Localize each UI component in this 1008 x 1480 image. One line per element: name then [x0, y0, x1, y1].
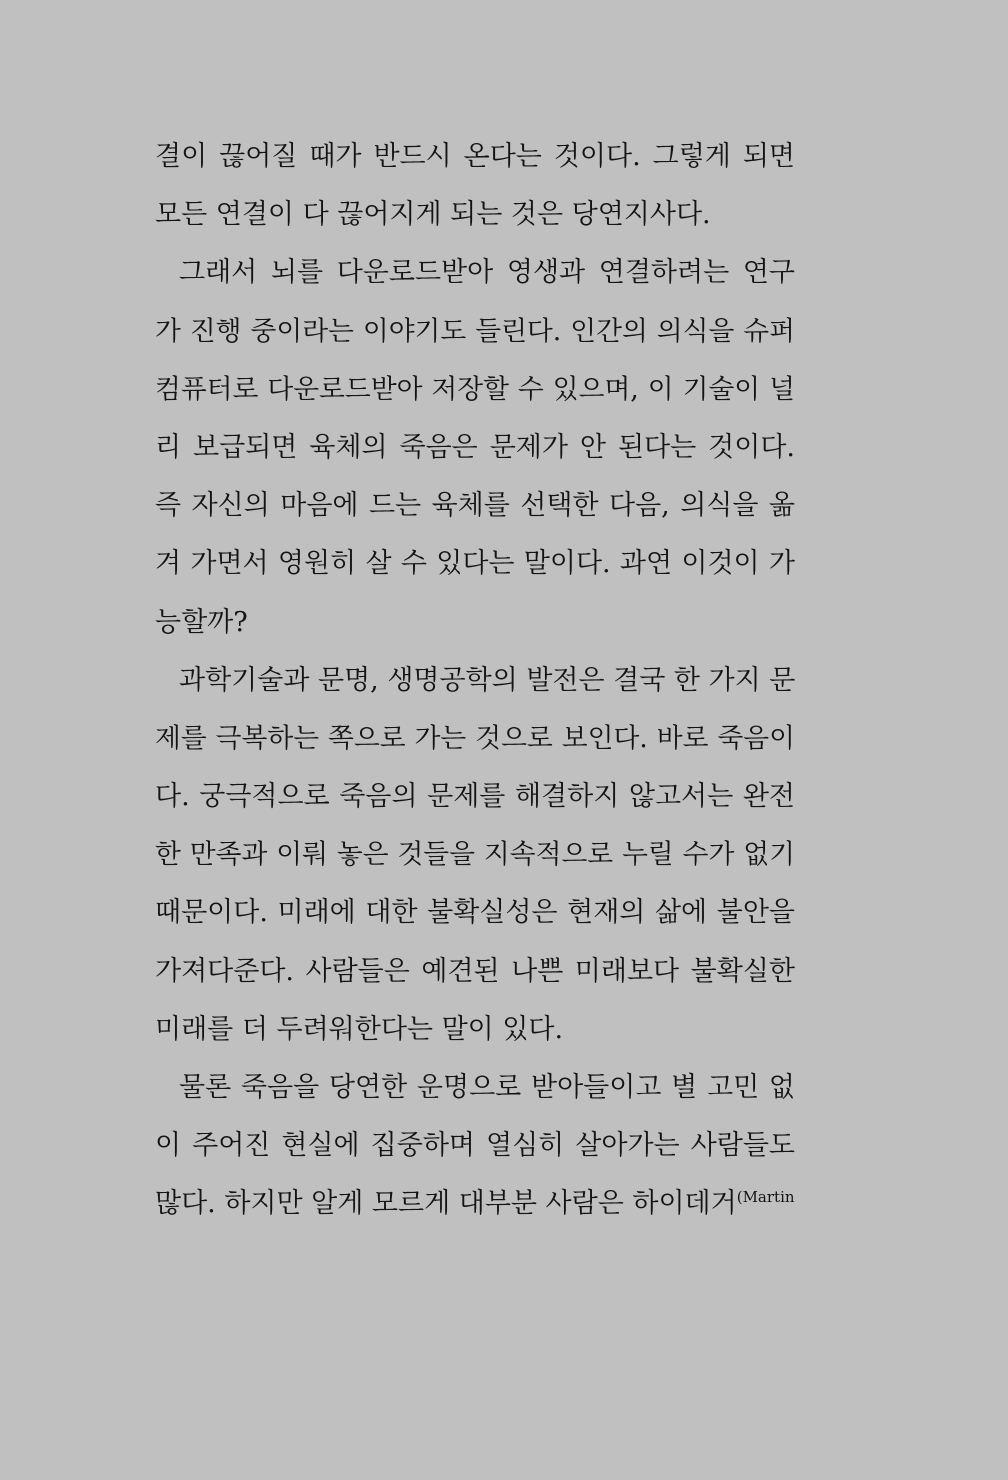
page-body [155, 128, 795, 1234]
text-line-4: 가 진행 중이라는 이야기도 들린다. 인간의 의식을 슈퍼 [155, 315, 795, 347]
text-line-3: 그래서 뇌를 다운로드받아 영생과 연결하려는 연구 [179, 257, 795, 289]
text-line-14: 때문이다. 미래에 대한 불확실성은 현재의 삶에 불안을 [155, 897, 795, 929]
text-line-18: 이 주어진 현실에 집중하며 열심히 살아가는 사람들도 [155, 1130, 795, 1162]
text-line-5: 컴퓨터로 다운로드받아 저장할 수 있으며, 이 기술이 널 [155, 373, 795, 405]
text-line-19-body: 많다. 하지만 알게 모르게 대부분 사람은 하이데거 [155, 1188, 737, 1220]
text-line-19 [155, 1175, 795, 1233]
text-line-13: 한 만족과 이뤄 놓은 것들을 지속적으로 누릴 수가 없기 [155, 839, 795, 871]
text-line-11: 제를 극복하는 쪽으로 가는 것으로 보인다. 바로 죽음이 [155, 722, 795, 754]
text-line-6: 리 보급되면 육체의 죽음은 문제가 안 된다는 것이다. [155, 431, 795, 463]
text-line-10: 과학기술과 문명, 생명공학의 발전은 결국 한 가지 문 [179, 664, 796, 696]
text-line-15: 가져다준다. 사람들은 예견된 나쁜 미래보다 불확실한 [155, 955, 795, 987]
text-line-8: 겨 가면서 영원히 살 수 있다는 말이다. 과연 이것이 가 [155, 548, 795, 580]
text-line-16: 미래를 더 두려워한다는 말이 있다. [155, 1013, 564, 1045]
text-line-9: 능할까? [155, 606, 248, 638]
text-line-7: 즉 자신의 마음에 드는 육체를 선택한 다음, 의식을 옮 [155, 490, 795, 522]
footnote-fragment: (Martin [736, 1188, 795, 1207]
text-line-1: 결이 끊어질 때가 반드시 온다는 것이다. 그렇게 되면 [155, 141, 795, 172]
text-line-12: 다. 궁극적으로 죽음의 문제를 해결하지 않고서는 완전 [155, 781, 795, 813]
text-line-17: 물론 죽음을 당연한 운명으로 받아들이고 별 고민 없 [179, 1072, 795, 1103]
text-line-2: 모든 연결이 다 끊어지게 되는 것은 당연지사다. [155, 199, 711, 231]
